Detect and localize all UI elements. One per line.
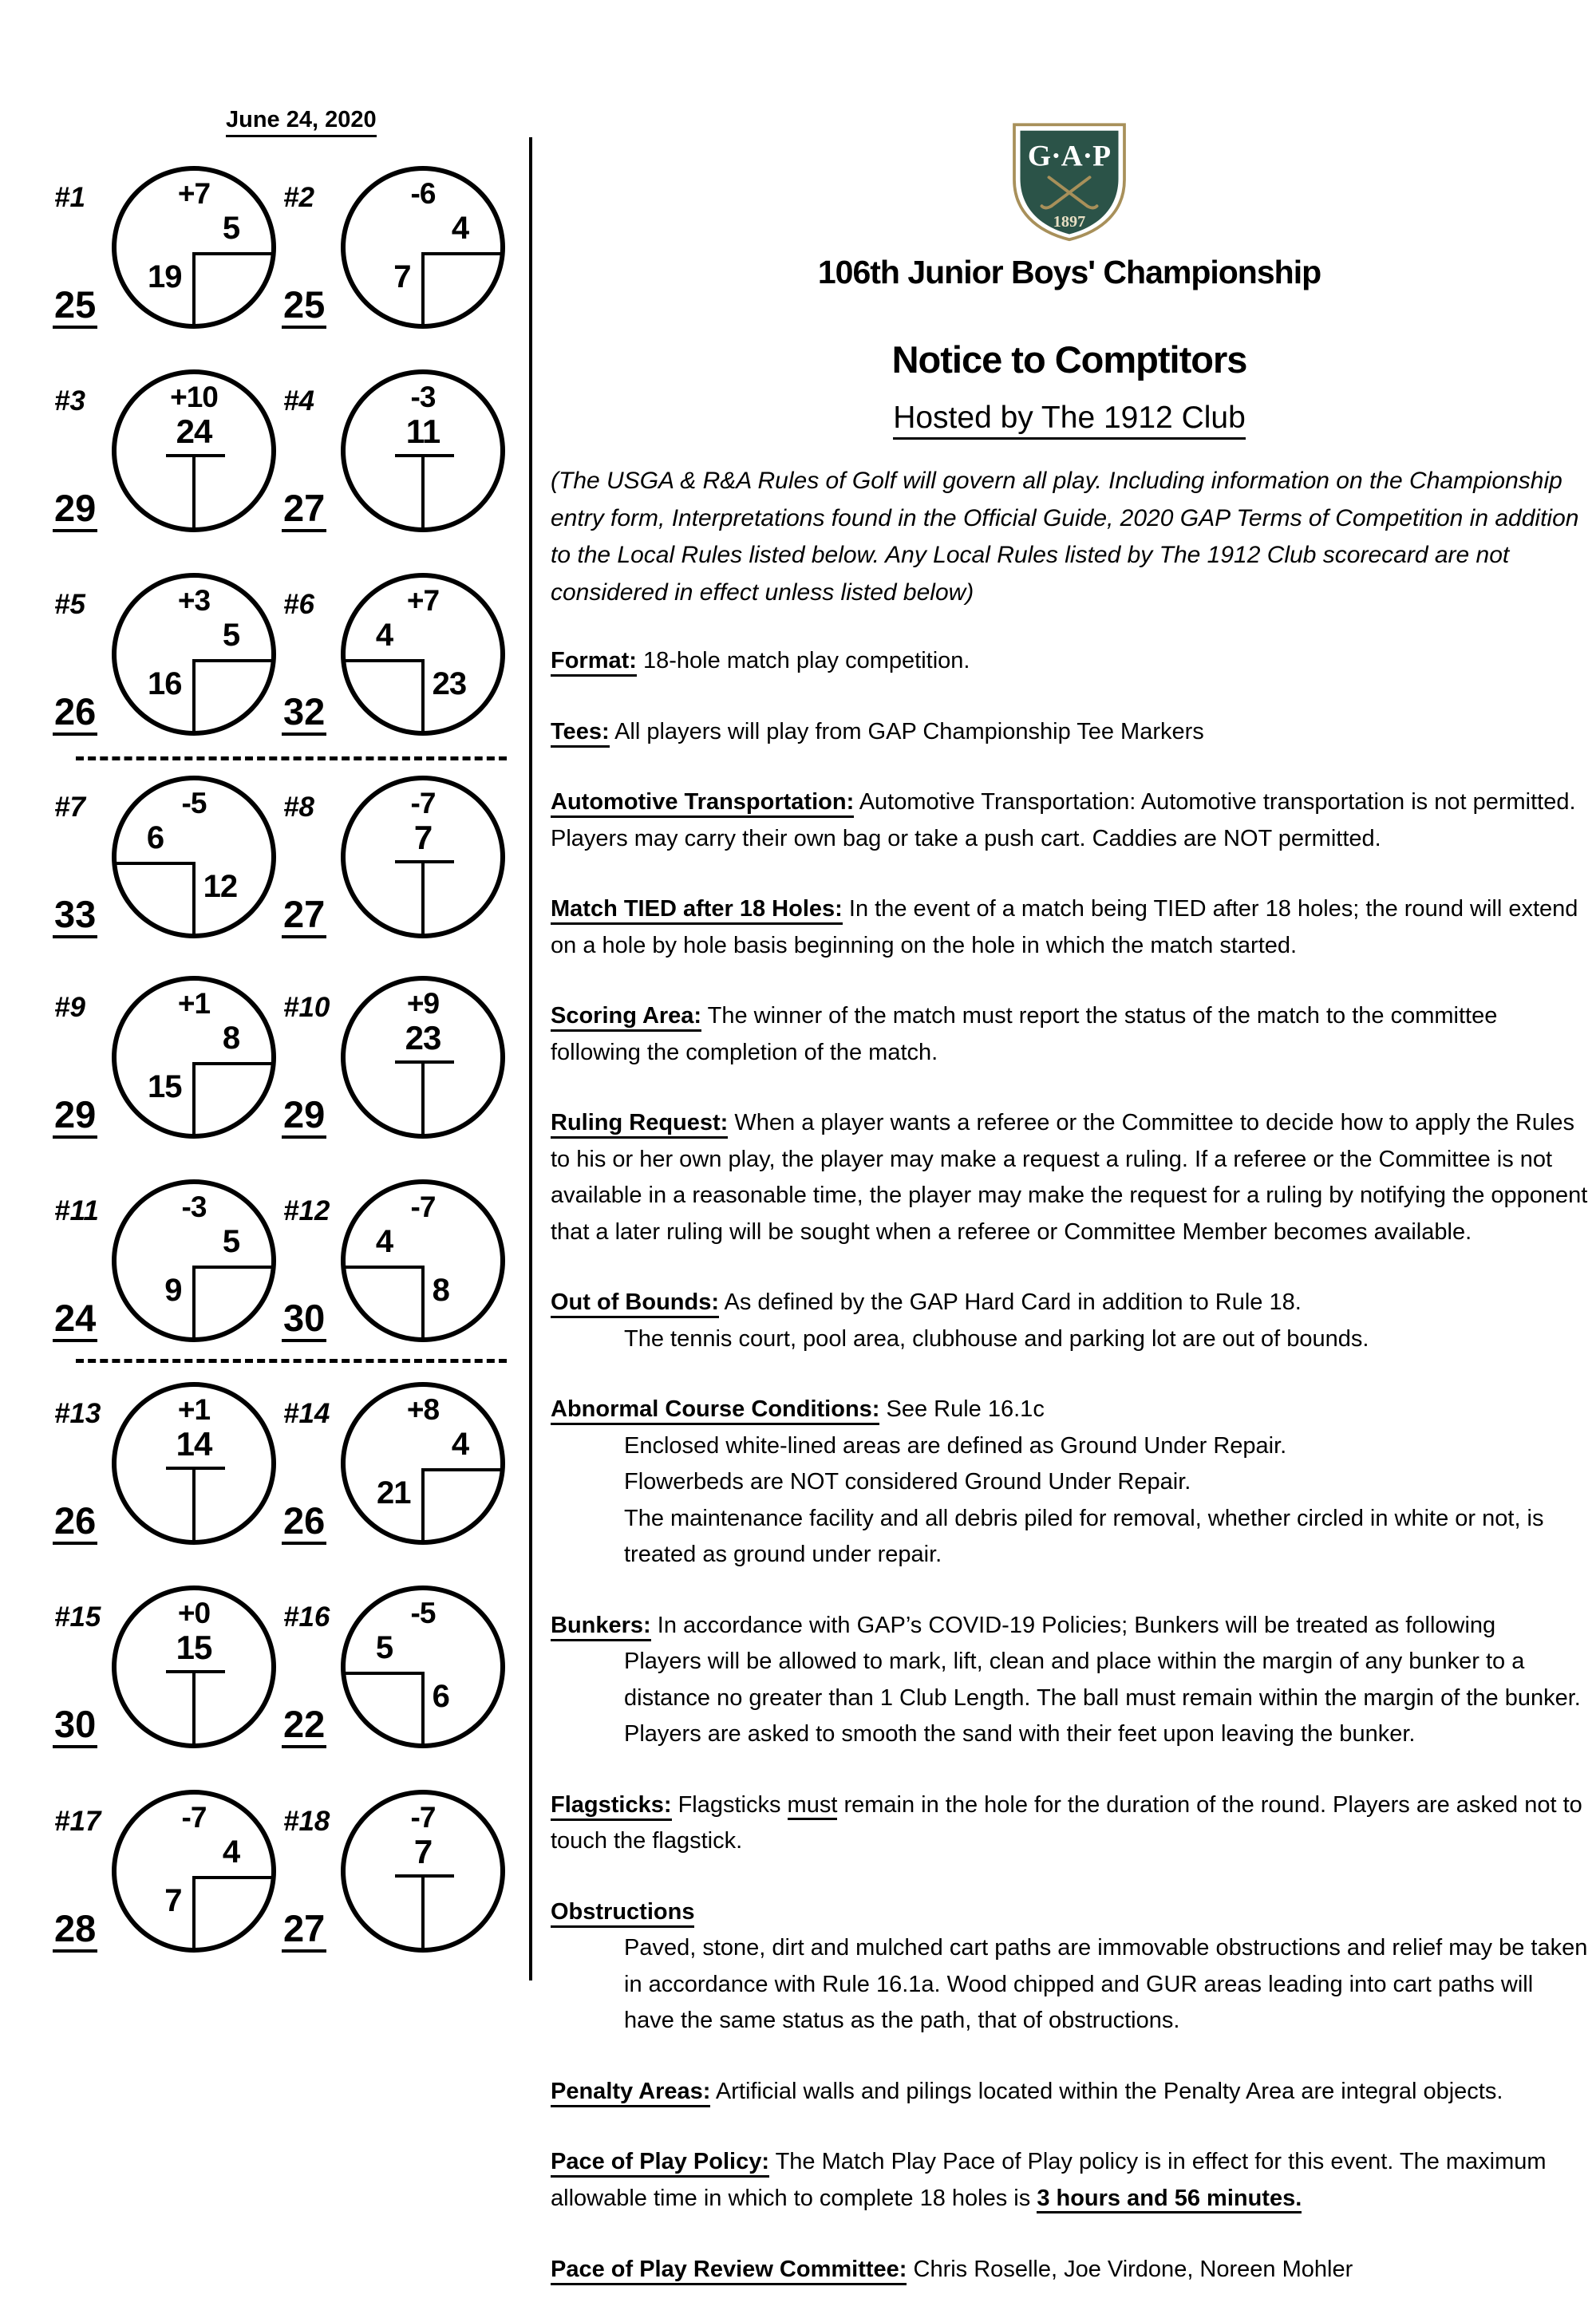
pin-cap-line xyxy=(395,860,454,863)
green-circle xyxy=(341,1382,505,1545)
hole-number-label: #15 xyxy=(54,1601,101,1633)
elevation-value: -7 xyxy=(410,787,436,819)
front-of-green-distance: 28 xyxy=(53,1908,97,1953)
logo-container xyxy=(551,120,1588,247)
front-of-green-distance: 29 xyxy=(53,488,97,532)
pin-distance-b: 21 xyxy=(376,1475,411,1511)
pin-horizontal-line-right xyxy=(423,252,503,255)
section-label: Bunkers: xyxy=(551,1613,651,1641)
hole-diagram xyxy=(54,573,282,772)
front-of-green-distance: 27 xyxy=(282,488,326,532)
pin-distance-center: 7 xyxy=(413,1832,433,1870)
green-circle xyxy=(112,1179,276,1342)
section-pace-committee xyxy=(551,2252,1588,2288)
elevation-value: +0 xyxy=(177,1597,211,1629)
green-circle xyxy=(341,776,505,938)
notice-body xyxy=(551,120,1588,2322)
section-automotive xyxy=(551,784,1588,857)
pin-distance-a: 5 xyxy=(222,210,240,246)
pin-vertical-line xyxy=(421,1672,425,1745)
pin-distance-b: 7 xyxy=(164,1883,182,1919)
hole-number-label: #12 xyxy=(283,1195,330,1226)
hole-number-label: #14 xyxy=(283,1398,330,1429)
hole-number-label: #2 xyxy=(283,182,314,213)
section-text: When a player wants a referee or the Committee to decide how to apply the Rules to his or her own play, the player may make a request a ruling. If a referee or the Committee is not available in a reasonable time, the player may make the request for a ruling by notifying the opponent that a later ruling will be sought when a referee or Committee Member becomes available. xyxy=(551,1110,1588,1245)
hole-number-label: #5 xyxy=(54,589,85,620)
hole-number-label: #7 xyxy=(54,792,85,823)
hole-number-label: #13 xyxy=(54,1398,101,1429)
hole-number-label: #4 xyxy=(283,385,314,417)
hole-number-label: #10 xyxy=(283,992,330,1023)
elevation-value: +1 xyxy=(177,1393,211,1426)
green-circle xyxy=(341,1586,505,1748)
front-of-green-distance: 26 xyxy=(282,1500,326,1545)
front-of-green-distance: 25 xyxy=(53,284,97,329)
section-label: Automotive Transportation: xyxy=(551,789,854,818)
championship-title: 106th Junior Boys' Championship xyxy=(817,254,1321,290)
hole-diagram xyxy=(283,1382,511,1582)
pin-horizontal-line-right xyxy=(423,1468,503,1471)
green-circle xyxy=(112,776,276,938)
pin-vertical-line xyxy=(192,1672,196,1745)
hole-number-label: #8 xyxy=(283,792,314,823)
front-of-green-distance: 24 xyxy=(53,1297,97,1342)
front-of-green-distance: 26 xyxy=(53,691,97,736)
front-of-green-distance: 27 xyxy=(282,1908,326,1953)
pin-horizontal-line-left xyxy=(343,1266,423,1269)
notice-heading: Notice to Comptitors xyxy=(891,338,1247,381)
section-format xyxy=(551,643,1588,680)
section-label: Pace of Play Policy: xyxy=(551,2149,769,2178)
section-label: Tees: xyxy=(551,719,610,748)
section-pace-of-play xyxy=(551,2144,1588,2217)
hole-number-label: #18 xyxy=(283,1806,330,1837)
pin-vertical-line xyxy=(421,1876,425,1949)
hole-diagram xyxy=(283,573,511,772)
front-of-green-distance: 26 xyxy=(53,1500,97,1545)
hole-diagram xyxy=(54,976,282,1175)
pin-vertical-line xyxy=(421,1468,425,1542)
section-text: Chris Roselle, Joe Virdone, Noreen Mohler xyxy=(913,2256,1353,2282)
hole-number-label: #1 xyxy=(54,182,85,213)
hole-diagram xyxy=(54,166,282,365)
pin-distance-center: 7 xyxy=(413,818,433,856)
pin-cap-line xyxy=(395,1060,454,1064)
elevation-value: +10 xyxy=(170,381,218,413)
pin-distance-a: 4 xyxy=(451,210,469,246)
indented-line: The maintenance facility and all debris piled for removal, whether circled in white or not, is treated as ground under repair. xyxy=(624,1505,1544,1568)
pin-vertical-line xyxy=(192,1266,196,1339)
front-of-green-distance: 30 xyxy=(282,1297,326,1342)
pin-distance-b: 15 xyxy=(147,1069,182,1105)
pin-distance-b: 12 xyxy=(203,869,238,905)
pin-distance-b: 16 xyxy=(147,666,182,702)
pin-distance-a: 6 xyxy=(146,819,164,855)
front-of-green-distance: 27 xyxy=(282,894,326,938)
elevation-value: -7 xyxy=(410,1801,436,1834)
hole-diagram xyxy=(283,1586,511,1785)
elevation-value: +3 xyxy=(177,584,211,617)
front-of-green-distance: 25 xyxy=(282,284,326,329)
elevation-value: -5 xyxy=(410,1597,436,1629)
green-circle xyxy=(341,1790,505,1953)
indented-paragraph: Paved, stone, dirt and mulched cart paths are immovable obstructions and relief may be taken in accordance with Rule 16.1a. Wood chipped and GUR areas leading into cart paths will have the same status as the path, that of obstructions. xyxy=(624,1935,1588,2034)
hosted-by-line: Hosted by The 1912 Club xyxy=(551,401,1588,436)
section-text: In accordance with GAP’s COVID-19 Policies; Bunkers will be treated as following xyxy=(657,1612,1496,1638)
front-of-green-distance: 22 xyxy=(282,1704,326,1748)
green-circle xyxy=(112,369,276,532)
hole-diagram xyxy=(283,1790,511,1989)
pin-horizontal-line-right xyxy=(194,252,274,255)
pin-distance-a: 5 xyxy=(222,617,240,653)
pin-vertical-line xyxy=(192,862,196,935)
pin-distance-center: 24 xyxy=(176,412,212,450)
pin-distance-center: 11 xyxy=(405,412,440,450)
green-circle xyxy=(112,976,276,1139)
section-tees xyxy=(551,714,1588,751)
green-circle xyxy=(112,166,276,329)
section-label: Format: xyxy=(551,648,637,677)
pin-cap-line xyxy=(166,1670,225,1673)
section-abnormal-conditions xyxy=(551,1392,1588,1574)
hole-diagram xyxy=(283,776,511,975)
pin-distance-a: 5 xyxy=(222,1223,240,1259)
indented-line: Flowerbeds are NOT considered Ground Under Repair. xyxy=(624,1469,1191,1495)
section-label: Ruling Request: xyxy=(551,1110,728,1139)
pin-cap-line xyxy=(395,1874,454,1878)
section-text: As defined by the GAP Hard Card in addition to Rule 18. xyxy=(724,1289,1302,1316)
green-circle xyxy=(112,1790,276,1953)
section-label: Obstructions xyxy=(551,1899,694,1928)
indented-line: The tennis court, pool area, clubhouse and parking lot are out of bounds. xyxy=(624,1325,1369,1352)
elevation-value: -6 xyxy=(410,177,436,210)
underlined-word: must xyxy=(788,1792,838,1820)
hole-diagram xyxy=(283,369,511,569)
section-text: In the event of a match being TIED after 18 holes; the round will extend on a hole by hole basis beginning on the hole in which the match started. xyxy=(551,896,1578,958)
pin-horizontal-line-right xyxy=(194,1062,274,1065)
green-circle xyxy=(341,573,505,736)
gap-shield-logo xyxy=(1009,120,1129,243)
section-flagsticks xyxy=(551,1787,1588,1860)
section-label: Flagsticks: xyxy=(551,1792,672,1821)
hole-diagram xyxy=(54,1179,282,1379)
pin-horizontal-line-right xyxy=(194,659,274,662)
pin-distance-center: 23 xyxy=(405,1018,441,1056)
pin-vertical-line xyxy=(421,1266,425,1339)
section-text: Flagsticks xyxy=(678,1791,788,1818)
elevation-value: -7 xyxy=(410,1191,436,1223)
front-of-green-distance: 29 xyxy=(53,1094,97,1139)
green-circle xyxy=(341,369,505,532)
elevation-value: +1 xyxy=(177,987,211,1020)
pin-horizontal-line-left xyxy=(343,1672,423,1675)
pin-distance-b: 6 xyxy=(432,1679,449,1715)
hole-diagram xyxy=(54,1790,282,1989)
section-label: Match TIED after 18 Holes: xyxy=(551,896,843,925)
indented-paragraph: Players will be allowed to mark, lift, clean and place within the margin of any bunker to a distance no greater than 1 Club Length. The ball must remain within the margin of the bunker. Players are asked to smooth the sand with their feet upon leaving the bunker. xyxy=(624,1649,1581,1747)
section-obstructions xyxy=(551,1894,1588,2040)
section-text: 18-hole match play competition. xyxy=(643,648,970,673)
elevation-value: +9 xyxy=(406,987,440,1020)
dashed-separator-1 xyxy=(76,756,507,760)
pin-distance-b: 7 xyxy=(393,259,411,295)
pin-horizontal-line-right xyxy=(194,1876,274,1879)
front-of-green-distance: 30 xyxy=(53,1704,97,1748)
pin-horizontal-line-left xyxy=(343,659,423,662)
hole-diagram xyxy=(283,1179,511,1379)
front-of-green-distance: 32 xyxy=(282,691,326,736)
hole-number-label: #3 xyxy=(54,385,85,417)
pin-vertical-line xyxy=(421,862,425,935)
pin-vertical-line xyxy=(192,1468,196,1542)
hole-diagram xyxy=(283,976,511,1175)
pin-vertical-line xyxy=(421,659,425,733)
hole-number-label: #9 xyxy=(54,992,85,1023)
pin-vertical-line xyxy=(421,1062,425,1135)
pin-vertical-line xyxy=(192,252,196,326)
green-circle xyxy=(341,976,505,1139)
elevation-value: -3 xyxy=(410,381,436,413)
green-circle xyxy=(112,1382,276,1545)
pin-distance-b: 9 xyxy=(164,1273,182,1309)
pin-distance-a: 4 xyxy=(451,1426,469,1462)
pin-distance-a: 4 xyxy=(222,1834,240,1870)
section-text: The Match Play Pace of Play policy is in effect for this event. The maximum allowable time in which to complete 18 holes is xyxy=(551,2149,1547,2211)
elevation-value: +8 xyxy=(406,1393,440,1426)
pin-distance-b: 23 xyxy=(432,666,467,702)
pin-distance-b: 19 xyxy=(147,259,182,295)
indented-line: Enclosed white-lined areas are defined as Ground Under Repair. xyxy=(624,1432,1287,1459)
section-penalty-areas xyxy=(551,2074,1588,2111)
section-text: All players will play from GAP Championship Tee Markers xyxy=(614,718,1204,744)
pin-vertical-line xyxy=(192,1876,196,1949)
logo-acronym: G·A·P xyxy=(1027,140,1112,173)
section-bunkers xyxy=(551,1608,1588,1753)
pin-vertical-line xyxy=(192,1062,196,1135)
section-out-of-bounds xyxy=(551,1285,1588,1357)
section-label: Scoring Area: xyxy=(551,1003,701,1032)
hole-number-label: #6 xyxy=(283,589,314,620)
green-circle xyxy=(341,166,505,329)
hole-diagram xyxy=(54,1382,282,1582)
hole-number-label: #16 xyxy=(283,1601,330,1633)
hole-number-label: #17 xyxy=(54,1806,101,1837)
section-text: The winner of the match must report the status of the match to the committee following the completion of the match. xyxy=(551,1003,1498,1065)
pin-distance-a: 5 xyxy=(375,1629,393,1665)
pin-cap-line xyxy=(395,454,454,457)
document-date: June 24, 2020 xyxy=(226,107,377,137)
pin-cap-line xyxy=(166,1467,225,1470)
pin-distance-a: 4 xyxy=(375,617,393,653)
green-circle xyxy=(112,573,276,736)
pin-distance-a: 4 xyxy=(375,1223,393,1259)
pin-horizontal-line-left xyxy=(114,862,194,865)
pin-vertical-line xyxy=(192,456,196,529)
section-text: See Rule 16.1c xyxy=(886,1396,1045,1423)
pin-cap-line xyxy=(166,454,225,457)
green-circle xyxy=(341,1179,505,1342)
dashed-separator-2 xyxy=(76,1359,507,1363)
section-text: Automotive Transportation: Automotive transportation is not permitted. Players may carry their own bag or take a push cart. Caddies are NOT permitted. xyxy=(551,789,1576,851)
elevation-value: +7 xyxy=(406,584,440,617)
section-ruling-request xyxy=(551,1105,1588,1250)
time-limit-emphasis: 3 hours and 56 minutes. xyxy=(1037,2186,1302,2213)
section-text: Artificial walls and pilings located within the Penalty Area are integral objects. xyxy=(715,2078,1503,2104)
pin-vertical-line xyxy=(192,659,196,733)
section-label: Penalty Areas: xyxy=(551,2079,710,2107)
pin-distance-center: 14 xyxy=(176,1424,212,1463)
column-divider xyxy=(529,137,532,1980)
hole-diagram xyxy=(54,776,282,975)
pin-distance-a: 8 xyxy=(222,1020,240,1056)
hole-diagram xyxy=(283,166,511,365)
pin-vertical-line xyxy=(421,252,425,326)
section-scoring-area xyxy=(551,998,1588,1071)
elevation-value: -5 xyxy=(181,787,207,819)
section-label: Pace of Play Review Committee: xyxy=(551,2257,907,2285)
hole-diagram xyxy=(54,1586,282,1785)
pin-vertical-line xyxy=(421,456,425,529)
hole-diagram xyxy=(54,369,282,569)
section-match-tied xyxy=(551,891,1588,964)
front-of-green-distance: 29 xyxy=(282,1094,326,1139)
hole-number-label: #11 xyxy=(54,1195,99,1226)
front-of-green-distance: 33 xyxy=(53,894,97,938)
intro-paragraph: (The USGA & R&A Rules of Golf will govern all play. Including information on the Championship entry form, Interpretations found in the Official Guide, 2020 GAP Terms of Competition in addition to the Local Rules listed below. Any Local Rules listed by The 1912 Club scorecard are not considered in effect unless listed below) xyxy=(551,468,1579,606)
elevation-value: +7 xyxy=(177,177,211,210)
pin-distance-center: 15 xyxy=(176,1628,212,1666)
pin-horizontal-line-right xyxy=(194,1266,274,1269)
green-circle xyxy=(112,1586,276,1748)
elevation-value: -3 xyxy=(181,1191,207,1223)
section-label: Out of Bounds: xyxy=(551,1289,719,1318)
elevation-value: -7 xyxy=(181,1801,207,1834)
pin-distance-b: 8 xyxy=(432,1273,449,1309)
logo-year: 1897 xyxy=(1053,212,1086,231)
section-text: remain in the hole for the duration of the round. Players are asked not to touch the flagstick. xyxy=(551,1791,1582,1854)
section-label: Abnormal Course Conditions: xyxy=(551,1396,879,1425)
